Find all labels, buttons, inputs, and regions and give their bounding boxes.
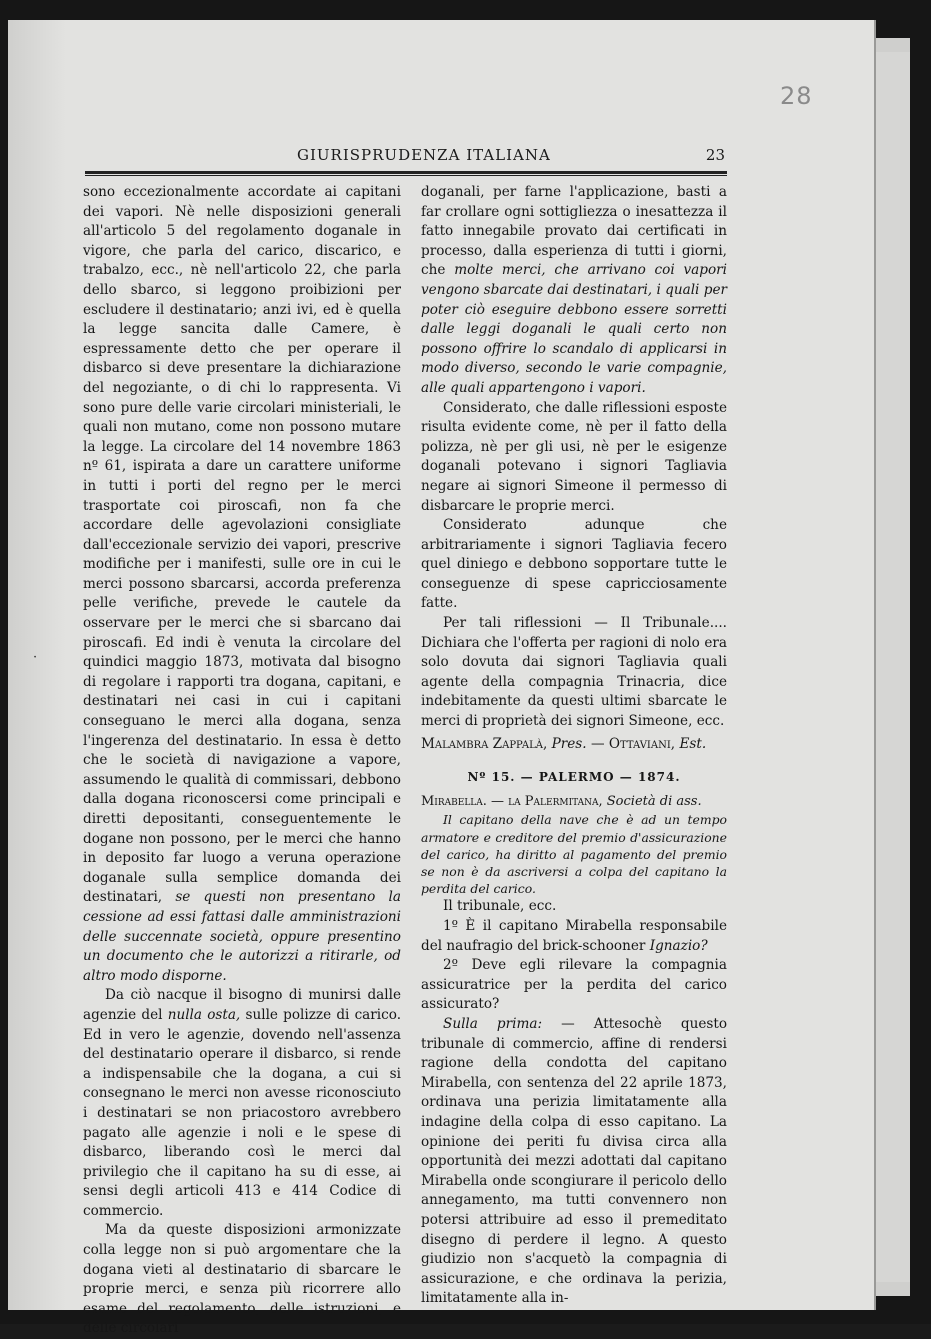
paragraph-italic-text: nulla osta, — [167, 1006, 241, 1023]
signature-president-role: Pres. — [551, 735, 587, 752]
signature-extensor-role: Est. — [679, 735, 707, 752]
page-binding-edge — [8, 20, 66, 1310]
paragraph — [83, 986, 401, 1221]
paragraph — [421, 183, 727, 399]
paragraph-text: — Attesochè questo tribunale di commercio, affine di rendersi ragione della condotta del capitano Mirabella, con sentenza del 22 aprile 1873, ordinava una perizia limitatamente alla indagine della colpa di esso capitano. La opinione dei periti fu divisa circa alla opportunità dei mezzi adottati dal capitano Mirabella onde scongiurare il pericolo dello annegamento, ma tutti convennero non potersi attribuire ad esso il premeditato disegno di perdere il legno. A questo giudizio non s'acquetò la compagnia di assicurazione, e che ordinava la perizia, limitatamente alla in- — [421, 1015, 727, 1307]
paragraph-text: 2º Deve egli rilevare la compagnia assicuratrice per la perdita del carico assicurato? — [421, 957, 727, 1013]
signature-president-name: Malambra Zappalà, — [421, 735, 548, 752]
case-parties-italic: Società di ass. — [606, 793, 702, 809]
paragraph-text: Considerato adunque che arbitrariamente i signori Tagliavia fecero quel diniego e debbono sopportare tutte le conseguenze di spese capricciosamente fatte. — [421, 517, 727, 612]
paragraph-text: Da ciò nacque il bisogno di munirsi dalle agenzie del — [83, 987, 401, 1023]
header-rule — [85, 171, 727, 176]
paragraph-text: 1º È il capitano Mirabella responsabile del naufragio del brick-schooner — [421, 918, 727, 954]
paragraph — [421, 897, 727, 917]
paragraph-text: sulle polizze di carico. Ed in vero le agenzie, dovendo nell'assenza del destinatario operare il disbarco, si rende a indispensabile che la dogana, a cui si consegnano le merci non avesse riconosciuto i destinatari se non priacostoro avrebbero pagato alle agenzie i noli e le spese di disbarco, liberando così le merci dal privilegio che il capitano ha su di esse, ai sensi degli articoli 413 e 414 Codice di commercio. — [83, 1006, 402, 1219]
paragraph-text: Considerato, che dalle riflessioni esposte risulta evidente come, nè per il fatto della polizza, nè per gli usi, nè per le esigenze doganali potevano i signori Tagliavia negare ai signori Simeone il permesso di disbarcare le proprie merci. — [421, 399, 727, 514]
signature-extensor-name: — Ottaviani, — [590, 735, 676, 752]
paragraph — [421, 917, 727, 956]
paragraph — [421, 956, 727, 1015]
paragraph — [83, 183, 401, 986]
paragraph-italic-text: Ignazio? — [649, 937, 708, 954]
paragraph-italic-text: se questi non presentano la cessione ad essi fattasi dalle amministrazioni delle succennate società, oppure presentino un documento che le autorizzi a ritirarle, od altro modo disporne. — [83, 889, 401, 984]
running-title: GIURISPRUDENZA ITALIANA — [297, 146, 551, 164]
paragraph-text: Ma da queste disposizioni armonizzate colla legge non si può argomentare che la dogana vieti al destinatario di sbarcare le proprie merci, e senza più ricorrere allo esame del regolamento, delle istruzioni, e delle circolari — [83, 1222, 401, 1337]
paragraph — [83, 1221, 401, 1339]
paragraph-italic-text: Sulla prima: — [443, 1015, 543, 1032]
margin-mark: · — [33, 650, 38, 665]
paragraph-italic-text: molte merci, che arrivano coi vapori vengono sbarcate dai destinatari, i quali per poter ciò eseguire debbono essere sorretti dalle leggi doganali le quali certo non possono offrire lo scandalo di applicarsi in modo diverso, secondo le varie compagnie, alle quali appartengono i vapori. — [421, 262, 727, 396]
paragraph-text: doganali, per farne l'applicazione, basti a far crollare ogni sottigliezza o inesattezza il fatto innegabile provato dai certificati in processo, dalla esperienza di tutti i giorni, che — [421, 184, 727, 279]
page-header — [85, 146, 727, 168]
case-summary: Il capitano della nave che è ad un tempo armatore e creditore del premio d'assicurazione del carico, ha diritto al pagamento del premio se non è da ascriversi a colpa del capitano la perdita del carico. — [421, 812, 727, 897]
case-parties — [421, 792, 727, 812]
paragraph — [421, 516, 727, 614]
paragraph-text: Per tali riflessioni — Il Tribunale.... Dichiara che l'offerta per ragioni di nolo era solo dovuta dai signori Tagliavia quali agente della compagnia Trinacria, dice indebitamente da questi ultimi sbarcate le merci di proprietà dei signori Simeone, ecc. — [421, 615, 727, 730]
paragraph-text: sono eccezionalmente accordate ai capitani dei vapori. Nè nelle disposizioni generali all'articolo 5 del regolamento doganale in vigore, che parla del carico, discarico, e trabalzo, ecc., nè nell'articolo 22, che parla dello sbarco, si leggono proibizioni per escludere il destinatario; anzi ivi, ed è quella la legge sancita dalle Camere, è espressamente detto che per operare il disbarco si deve presentare la dichiarazione del negoziante, o di chi lo rappresenta. Vi sono pure delle varie circolari ministeriali, le quali non mutano, come non possono mutare la legge. La circolare del 14 novembre 1863 nº 61, ispirata a dare un carattere uniforme in tutti i porti del regno per le merci trasportate coi piroscafi, non fa che accordare delle agevolazioni consigliate dall'eccezionale servizio dei vapori, prescrive modifiche per i manifesti, sulle ore in cui le merci possono sbarcarsi, accorda preferenza pelle verifiche, prevede le cautele da osservare per le merci che si sbarcano dai piroscafi. Ed indi è venuta la circolare del quindici maggio 1873, motivata dal bisogno di regolare i rapporti tra dogana, capitani, e destinatari nei casi in cui i capitani conseguano le merci alla dogana, senza l'ingerenza del destinatario. In essa è detto che le società di navigazione a vapore, assumendo le qualità di commissari, debbono dalla dogana riconoscersi come principali e diretti depositanti, conseguentemente le dogane non possono, per le merci che hanno in deposito far luogo a veruna operazione doganale sulla semplice domanda dei destinatari, — [83, 184, 401, 906]
case-parties-text: Mirabella. — la Palermitana, — [421, 793, 603, 809]
left-column — [83, 183, 401, 1339]
page-number: 23 — [705, 146, 725, 164]
paragraph — [421, 614, 727, 732]
signature-line — [421, 735, 727, 755]
paragraph — [421, 1015, 727, 1309]
case-heading: Nº 15. — PALERMO — 1874. — [467, 770, 681, 785]
paragraph — [421, 399, 727, 517]
right-column — [421, 183, 727, 1309]
paragraph-text: Il tribunale, ecc. — [443, 898, 557, 915]
handwritten-annotation: 28 — [780, 82, 813, 110]
